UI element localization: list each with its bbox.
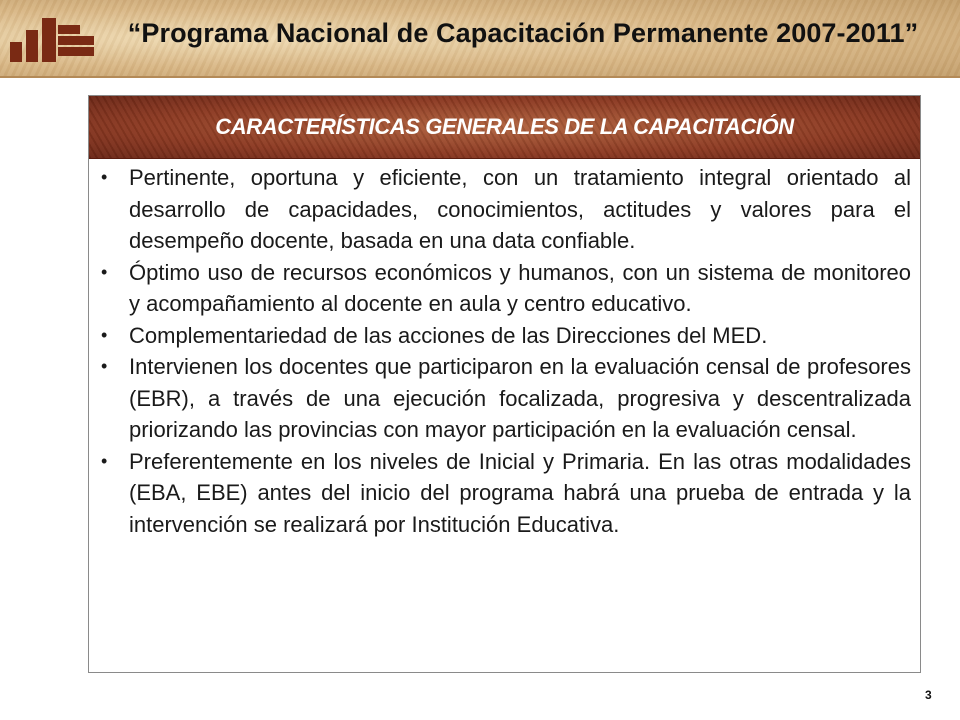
page-title: “Programa Nacional de Capacitación Permanente 2007-2011”	[127, 18, 919, 48]
list-item: • Pertinente, oportuna y eficiente, con un tratamiento integral orientado al desarrollo de capacidades, conocimientos, actitudes y valores para el desempeño docente, basada en una data confiable.	[99, 162, 911, 257]
title-banner	[0, 0, 960, 78]
list-item: • Intervienen los docentes que participaron en la evaluación censal de profesores (EBR), a través de una ejecución focalizada, progresiva y descentralizada priorizando las provincias con mayor participación en la evaluación censal.	[99, 351, 911, 446]
list-item: • Óptimo uso de recursos económicos y humanos, con un sistema de monitoreo y acompañamiento al docente en aula y centro educativo.	[99, 257, 911, 320]
content-box	[88, 95, 921, 673]
section-header	[89, 96, 920, 159]
page-number: 3	[925, 688, 932, 702]
section-title: CARACTERÍSTICAS GENERALES DE LA CAPACITACIÓN	[215, 114, 794, 139]
list-item: • Preferentemente en los niveles de Inicial y Primaria. En las otras modalidades (EBA, EBE) antes del inicio del programa habrá una prueba de entrada y la intervención se realizará por Institución Educativa.	[99, 446, 911, 541]
bar-chart-logo-icon	[8, 14, 96, 64]
bullet-list	[99, 162, 911, 540]
list-item: • Complementariedad de las acciones de las Direcciones del MED.	[99, 320, 911, 352]
